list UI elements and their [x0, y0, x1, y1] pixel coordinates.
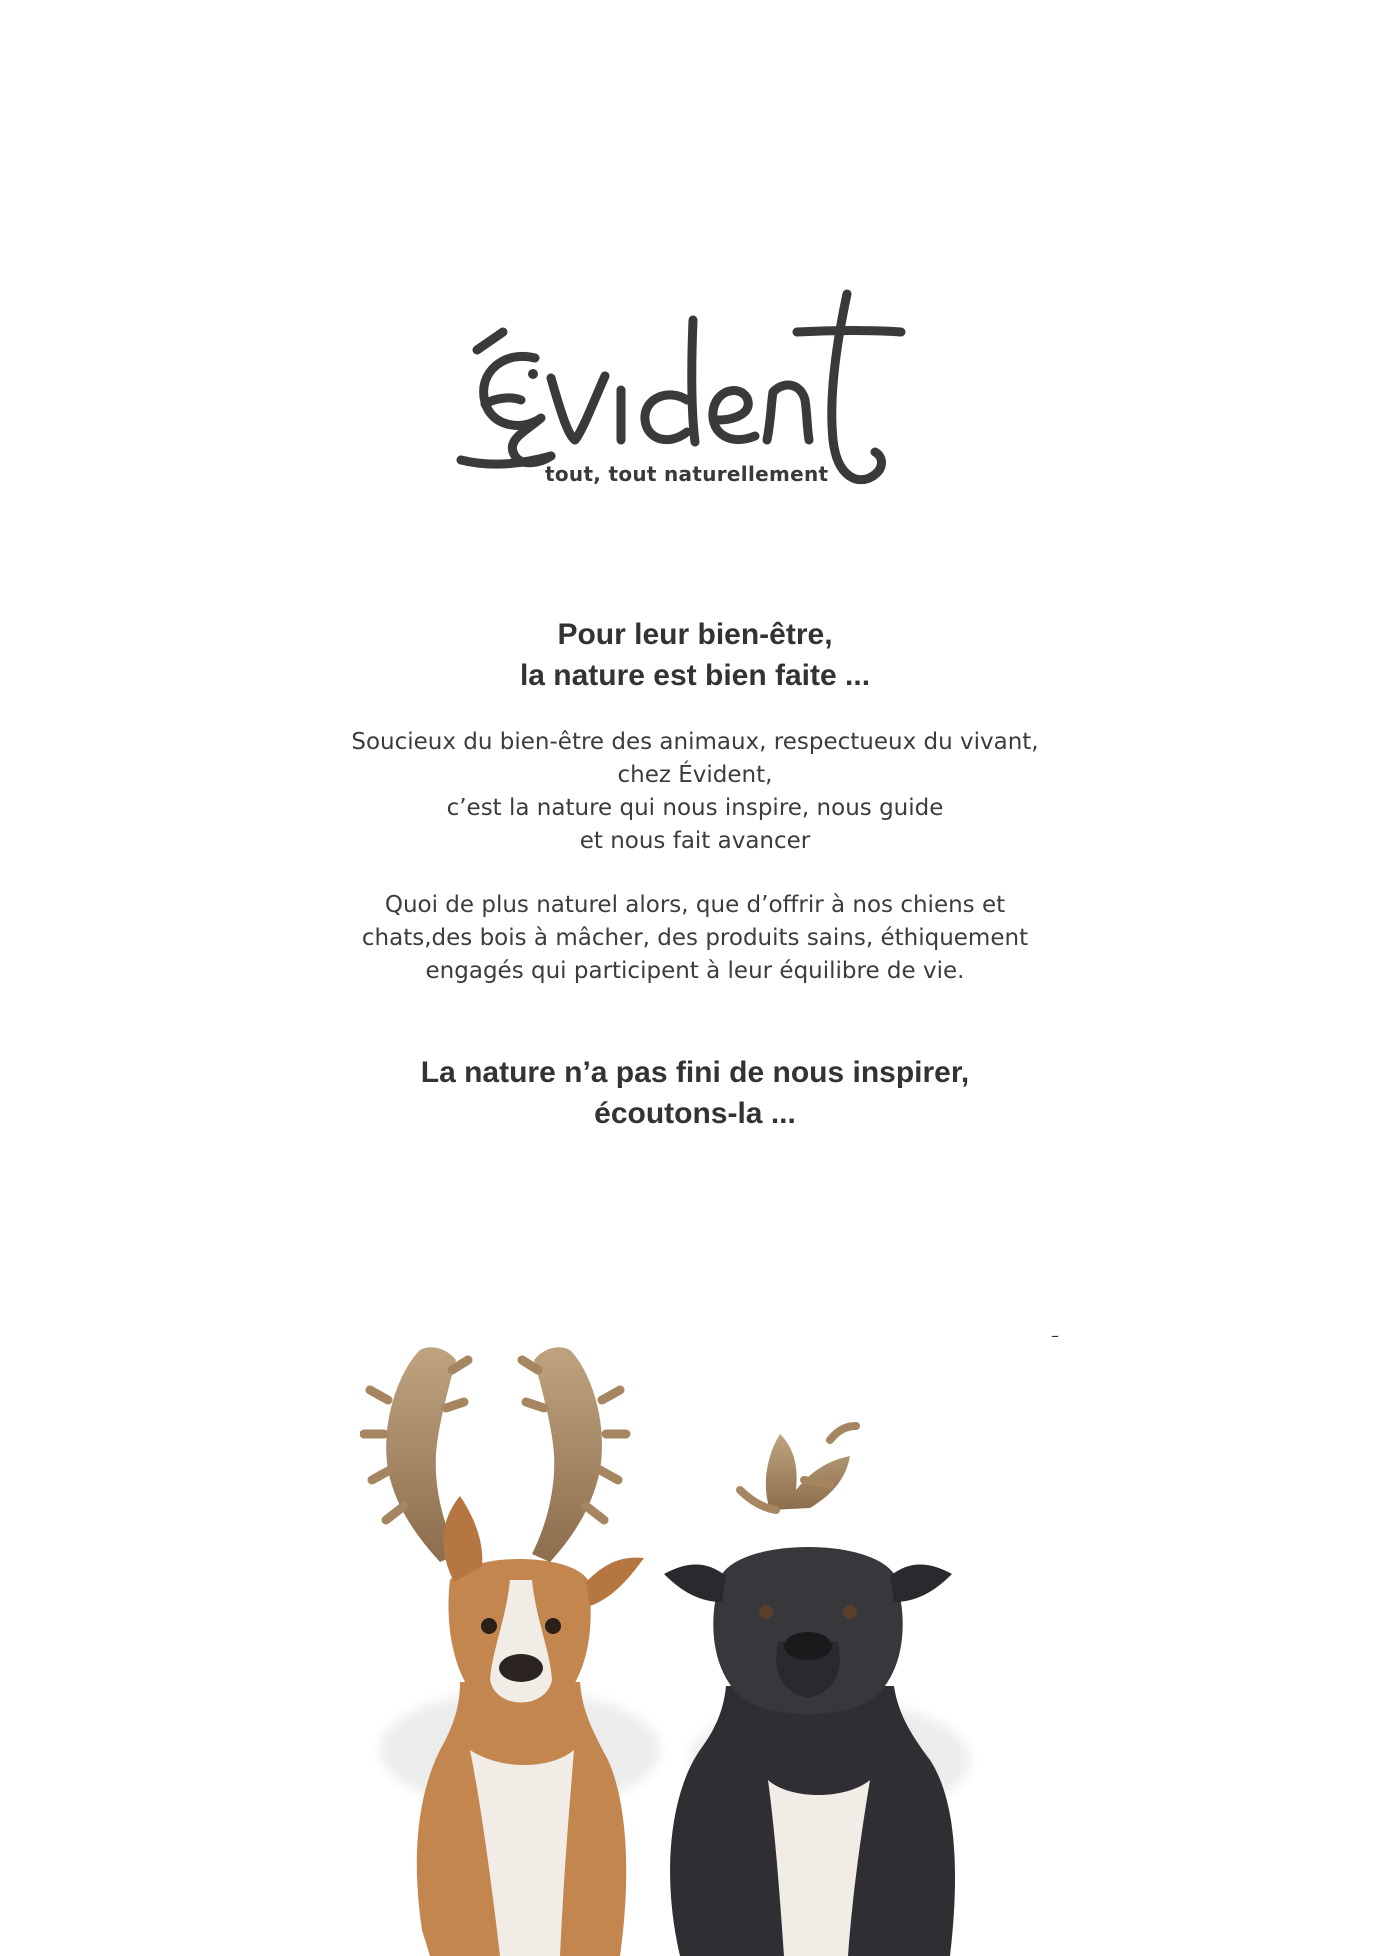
paragraph-line: engagés qui participent à leur équilibre de vie. — [425, 958, 965, 984]
dogs-with-antlers-photo — [360, 1330, 1020, 1956]
closing-headline — [295, 1052, 1095, 1134]
headline-line: la nature est bien faite ... — [519, 659, 871, 692]
stray-mark: – — [1051, 1326, 1059, 1345]
paragraph-line: Soucieux du bien-être des animaux, respectueux du vivant, — [351, 729, 1039, 755]
dog-eye-icon — [528, 369, 538, 379]
logo-tagline: tout, tout naturellement — [545, 462, 829, 486]
headline-line: Pour leur bien-être, — [557, 618, 833, 651]
crown-antler-icon — [740, 1426, 856, 1510]
intro-headline — [295, 614, 1095, 696]
eye-icon — [843, 1605, 857, 1619]
paragraph-line: Quoi de plus naturel alors, que d’offrir à nos chiens et — [384, 892, 1006, 918]
brand-logo — [455, 280, 935, 510]
black-dog — [664, 1547, 955, 1956]
headline-line: La nature n’a pas fini de nous inspirer, — [420, 1056, 970, 1089]
paragraph-line: chez Évident, — [617, 762, 773, 788]
intro-paragraph — [295, 726, 1095, 858]
eye-icon — [545, 1618, 561, 1634]
offer-paragraph — [295, 889, 1095, 988]
paragraph-line: c’est la nature qui nous inspire, nous guide — [446, 795, 944, 821]
eye-icon — [481, 1618, 497, 1634]
dogs-illustration — [360, 1330, 1020, 1956]
paragraph-line: chats,des bois à mâcher, des produits sains, éthiquement — [361, 925, 1029, 951]
paragraph-line: et nous fait avancer — [579, 828, 811, 854]
eye-icon — [759, 1605, 773, 1619]
right-antler-icon — [522, 1347, 626, 1562]
nose-icon — [784, 1632, 832, 1660]
headline-line: écoutons-la ... — [594, 1097, 796, 1130]
nose-icon — [499, 1654, 543, 1682]
